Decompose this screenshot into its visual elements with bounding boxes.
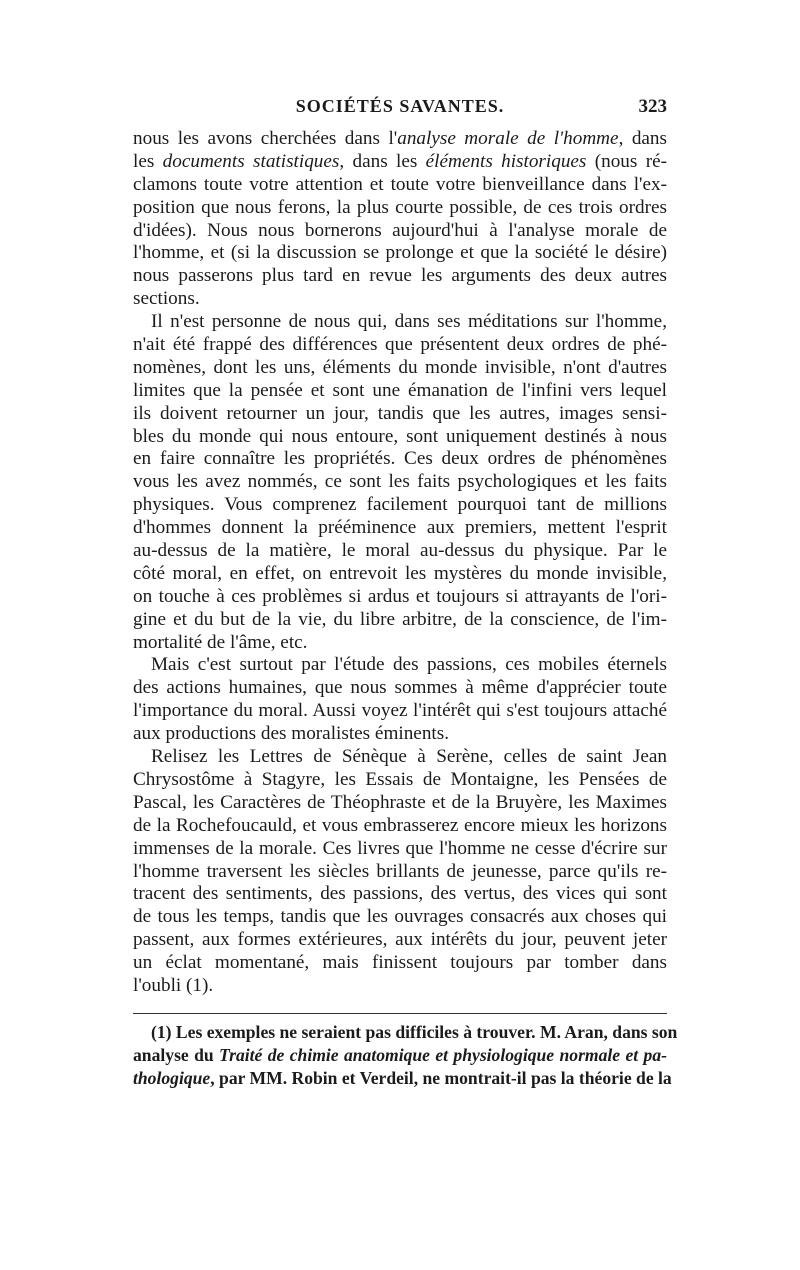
text-line xyxy=(133,265,667,288)
text-run: (nous ré- xyxy=(586,150,667,172)
text-run: gine et du but de la vie, du libre arbitre, de la conscience, de l'im- xyxy=(133,608,667,630)
text-run: limites que la pensée et sont une émanation de l'infini vers lequel xyxy=(133,379,667,401)
paragraph-first-line xyxy=(133,311,667,334)
text-line xyxy=(133,906,667,929)
footnote-line xyxy=(133,1021,678,1044)
text-run: un éclat momentané, mais finissent toujours par tomber dans xyxy=(133,952,667,974)
text-run: (1) Les exemples ne seraient pas difficiles à trouver. M. Aran, dans son xyxy=(151,1022,678,1042)
text-run: d'idées). Nous nous bornerons aujourd'hui à l'analyse morale de xyxy=(133,219,667,241)
text-line xyxy=(133,929,667,952)
text-run: physiques. Vous comprenez facilement pourquoi tant de millions xyxy=(133,494,667,516)
text-line xyxy=(133,838,667,861)
text-line xyxy=(133,288,667,311)
text-run: n'ait été frappé des différences que présentent deux ordres de phé- xyxy=(133,334,667,356)
text-line xyxy=(133,700,667,723)
paragraph-first-line xyxy=(133,654,667,677)
text-line xyxy=(133,792,667,815)
text-line xyxy=(133,128,667,151)
text-run: des actions humaines, que nous sommes à même d'apprécier toute xyxy=(133,677,667,699)
text-run: aux productions des moralistes éminents. xyxy=(133,723,450,745)
text-line xyxy=(133,403,667,426)
text-line xyxy=(133,242,667,265)
text-run: nomènes, dont les uns, éléments du monde invisible, n'ont d'autres xyxy=(133,356,667,378)
text-line xyxy=(133,494,667,517)
text-run: , dans les xyxy=(339,150,426,172)
text-run: d'hommes donnent la prééminence aux premiers, mettent l'esprit xyxy=(133,517,667,539)
text-run: Pascal, les Caractères de Théophraste et de la Bruyère, les Maximes xyxy=(133,791,667,813)
footnote-divider xyxy=(133,1013,667,1014)
text-line xyxy=(133,952,667,975)
footnote xyxy=(133,1021,678,1090)
paragraph-first-line xyxy=(133,746,667,769)
text-run: les xyxy=(133,150,163,172)
text-run: l'homme traversent les siècles brillants de jeunesse, parce qu'ils re- xyxy=(133,860,667,882)
page-header xyxy=(133,96,667,124)
text-run: en faire connaître les propriétés. Ces deux ordres de phénomènes xyxy=(133,448,667,470)
text-line xyxy=(133,723,667,746)
text-line xyxy=(133,357,667,380)
text-run: nous les avons cherchées dans l' xyxy=(133,128,398,149)
text-run: Il n'est personne de nous qui, dans ses méditations sur l'homme, xyxy=(151,311,667,333)
text-run: au-dessus de la matière, le moral au-dessus du physique. Par le xyxy=(133,540,667,562)
footnote-line xyxy=(133,1067,672,1090)
main-text xyxy=(133,128,667,998)
text-line xyxy=(133,151,667,174)
text-run: nous passerons plus tard en revue les arguments des deux autres xyxy=(133,265,667,287)
text-run: l'oubli (1). xyxy=(133,974,214,996)
text-line xyxy=(133,426,667,449)
text-line xyxy=(133,197,667,220)
text-line xyxy=(133,334,667,357)
text-line xyxy=(133,677,667,700)
text-run: Chrysostôme à Stagyre, les Essais de Montaigne, les Pensées de xyxy=(133,768,667,790)
text-run: Mais c'est surtout par l'étude des passions, ces mobiles éternels xyxy=(151,654,667,676)
text-run: l'homme, et (si la discussion se prolonge et que la société le désire) xyxy=(133,242,667,264)
text-run: analyse du xyxy=(133,1045,220,1065)
text-run: bles du monde qui nous entoure, sont uniquement destinés à nous xyxy=(133,425,667,447)
text-run: clamons toute votre attention et toute votre bienveillance dans l'ex- xyxy=(133,173,667,195)
text-run: on touche à ces problèmes si ardus et toujours si attrayants de l'ori- xyxy=(133,585,667,607)
text-run: passent, aux formes extérieures, aux intérêts du jour, peuvent jeter xyxy=(133,929,667,951)
text-line xyxy=(133,883,667,906)
italic-text: Traité de chimie anatomique et physiologique normale et pa- xyxy=(219,1045,667,1065)
text-run: Relisez les Lettres de Sénèque à Serène, celles de saint Jean xyxy=(151,746,667,768)
text-run: , dans xyxy=(618,128,667,149)
text-run: tracent des sentiments, des passions, des vertus, des vices qui sont xyxy=(133,883,667,905)
text-line xyxy=(133,563,667,586)
text-run: ils doivent retourner un jour, tandis que les autres, images sensi- xyxy=(133,402,667,424)
text-line xyxy=(133,769,667,792)
text-line xyxy=(133,448,667,471)
text-run: immenses de la morale. Ces livres que l'homme ne cesse d'écrire sur xyxy=(133,837,667,859)
running-title: SOCIÉTÉS SAVANTES. xyxy=(295,96,505,116)
footnote-line xyxy=(133,1044,667,1067)
text-line xyxy=(133,540,667,563)
text-line xyxy=(133,471,667,494)
italic-text: éléments historiques xyxy=(425,150,587,172)
text-run: , par MM. Robin et Verdeil, ne montrait-il pas la théorie de la xyxy=(210,1068,672,1088)
text-run: l'importance du moral. Aussi voyez l'intérêt qui s'est toujours attaché xyxy=(133,700,667,722)
text-line xyxy=(133,632,667,655)
text-line xyxy=(133,975,667,998)
text-line xyxy=(133,586,667,609)
italic-text: documents statistiques xyxy=(162,150,340,172)
text-run: côté moral, en effet, on entrevoit les mystères du monde invisible, xyxy=(133,562,667,584)
text-line xyxy=(133,220,667,243)
text-line xyxy=(133,174,667,197)
text-run: de tous les temps, tandis que les ouvrages consacrés aux choses qui xyxy=(133,906,667,928)
text-line xyxy=(133,815,667,838)
text-run: position que nous ferons, la plus courte possible, de ces trois ordres xyxy=(133,196,667,218)
text-line xyxy=(133,609,667,632)
text-run: sections. xyxy=(133,288,200,310)
text-run: de la Rochefoucauld, et vous embrasserez encore mieux les horizons xyxy=(133,814,667,836)
italic-text: thologique xyxy=(133,1068,211,1088)
page-number: 323 xyxy=(638,96,667,117)
text-line xyxy=(133,380,667,403)
text-line xyxy=(133,861,667,884)
text-line xyxy=(133,517,667,540)
italic-text: analyse morale de l'homme xyxy=(397,128,619,149)
text-run: vous les avez nommés, ce sont les faits psychologiques et les faits xyxy=(133,471,667,493)
text-run: mortalité de l'âme, etc. xyxy=(133,631,308,653)
